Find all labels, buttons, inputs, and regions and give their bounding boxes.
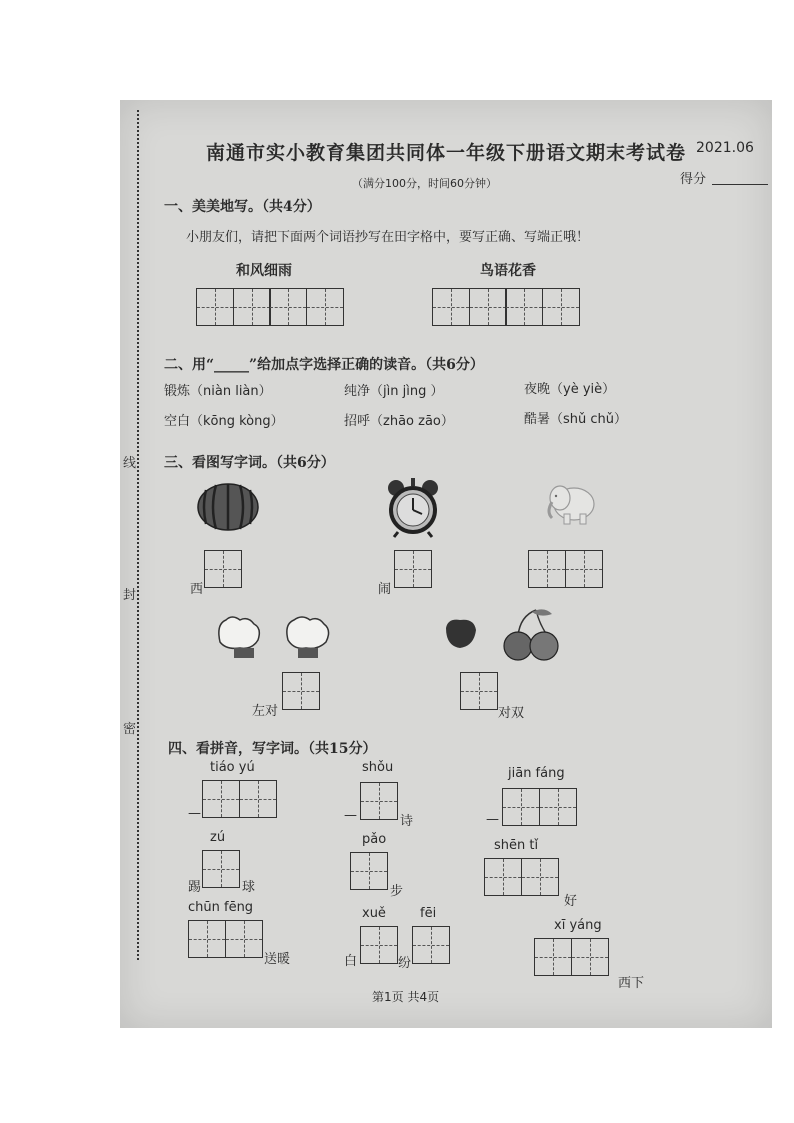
pinyin-word: 锻炼	[164, 384, 191, 399]
exam-subtitle: （满分100分，时间60分钟）	[352, 177, 497, 190]
copy-word-2: 鸟语花香	[480, 263, 536, 279]
pinyin-item-2[interactable]	[344, 380, 443, 399]
pinyin-word: 纯净	[344, 384, 371, 399]
suffix-zu: 球	[242, 880, 256, 895]
pinyin-item-5[interactable]	[344, 410, 454, 429]
section1-heading: 一、美美地写。（共4分）	[164, 199, 321, 215]
suffix-pao: 步	[390, 884, 404, 899]
pinyin-shenti: shēn tǐ	[494, 838, 539, 853]
char-grid-pao[interactable]	[350, 852, 387, 890]
elephant-icon	[544, 478, 602, 526]
char-grid-shenti[interactable]	[484, 858, 557, 896]
prefix-shou: —	[344, 808, 357, 823]
writing-grid-1[interactable]	[196, 288, 342, 326]
label-duishuang: 对双	[498, 706, 525, 721]
label-nao: 闹	[378, 582, 392, 597]
exam-paper	[120, 100, 772, 1028]
char-grid-fei[interactable]	[412, 926, 449, 964]
char-grid-chunfeng[interactable]	[188, 920, 261, 958]
writing-grid-2[interactable]	[432, 288, 578, 326]
alarm-clock-icon	[384, 476, 442, 538]
margin-char-mi: 密	[123, 722, 137, 737]
prefix-zu: 踢	[188, 880, 202, 895]
pinyin-options: （shǔ chǔ）	[550, 412, 628, 427]
score-blank[interactable]	[712, 184, 768, 185]
pinyin-options: （kōng kòng）	[190, 414, 284, 429]
pinyin-jianfang: jiān fáng	[508, 766, 565, 781]
pinyin-word: 空白	[164, 414, 191, 429]
pinyin-options: （zhāo zāo）	[370, 414, 454, 429]
pinyin-zu: zú	[210, 830, 226, 845]
char-grid-jianfang[interactable]	[502, 788, 575, 826]
pinyin-options: （jìn jìng ）	[370, 384, 444, 399]
suffix-shenti: 好	[564, 894, 578, 909]
label-xi: 西	[190, 582, 204, 597]
prefix-tiaoyu: —	[188, 806, 201, 821]
exam-title: 南通市实小教育集团共同体一年级下册语文期末考试卷	[206, 142, 687, 164]
copy-word-1: 和风细雨	[236, 263, 292, 279]
pinyin-options: （niàn liàn）	[190, 384, 272, 399]
pinyin-fei: fēi	[420, 906, 437, 921]
suffix-chunfeng: 送暖	[264, 952, 291, 967]
pinyin-xue: xuě	[362, 906, 386, 921]
suffix-xiyang: 西下	[618, 976, 645, 991]
gloves-icon	[214, 612, 334, 662]
pinyin-chunfeng: chūn fēng	[188, 900, 254, 915]
pinyin-item-3[interactable]	[524, 378, 615, 397]
pinyin-tiaoyu: tiáo yú	[210, 760, 255, 775]
char-grid-xigua[interactable]	[204, 550, 241, 588]
cherries-icon	[440, 606, 562, 662]
char-grid-naozhong[interactable]	[394, 550, 431, 588]
section2-heading: 二、用“_____”给加点字选择正确的读音。（共6分）	[164, 357, 484, 373]
char-grid-tiaoyu[interactable]	[202, 780, 275, 818]
char-grid-xiyang[interactable]	[534, 938, 607, 976]
pinyin-item-1[interactable]	[164, 380, 272, 399]
pinyin-pao: pǎo	[362, 832, 387, 847]
section1-instruction: 小朋友们，请把下面两个词语抄写在田字格中，要写正确、写端正哦！	[186, 230, 590, 245]
watermelon-icon	[196, 480, 260, 532]
binding-dotted-line	[137, 110, 139, 960]
char-grid-xue[interactable]	[360, 926, 397, 964]
char-grid-yingtao[interactable]	[460, 672, 497, 710]
label-zuodui: 左对	[252, 704, 279, 719]
pinyin-xiyang: xī yáng	[554, 918, 602, 933]
margin-char-xian: 线	[123, 456, 137, 471]
score-label: 得分	[680, 172, 707, 187]
section3-heading: 三、看图写字词。（共6分）	[164, 455, 335, 471]
char-grid-shoutao[interactable]	[282, 672, 319, 710]
pinyin-options: （yè yiè）	[550, 382, 616, 397]
pinyin-word: 招呼	[344, 414, 371, 429]
pinyin-item-4[interactable]	[164, 410, 284, 429]
suffix-xue: 纷	[398, 956, 412, 971]
suffix-shou: 诗	[400, 814, 414, 829]
char-grid-zu[interactable]	[202, 850, 239, 888]
char-grid-daxiang[interactable]	[528, 550, 601, 588]
pinyin-item-6[interactable]	[524, 408, 627, 427]
exam-date: 2021.06	[696, 140, 754, 156]
pinyin-word: 酷暑	[524, 412, 551, 427]
prefix-xue: 白	[344, 954, 358, 969]
prefix-jianfang: —	[486, 812, 499, 827]
char-grid-shou[interactable]	[360, 782, 397, 820]
pinyin-shou: shǒu	[362, 760, 394, 775]
margin-char-feng: 封	[123, 588, 137, 603]
page-footer: 第1页 共4页	[372, 990, 440, 1004]
section4-heading: 四、看拼音，写字词。（共15分）	[168, 741, 377, 757]
pinyin-word: 夜晚	[524, 382, 551, 397]
